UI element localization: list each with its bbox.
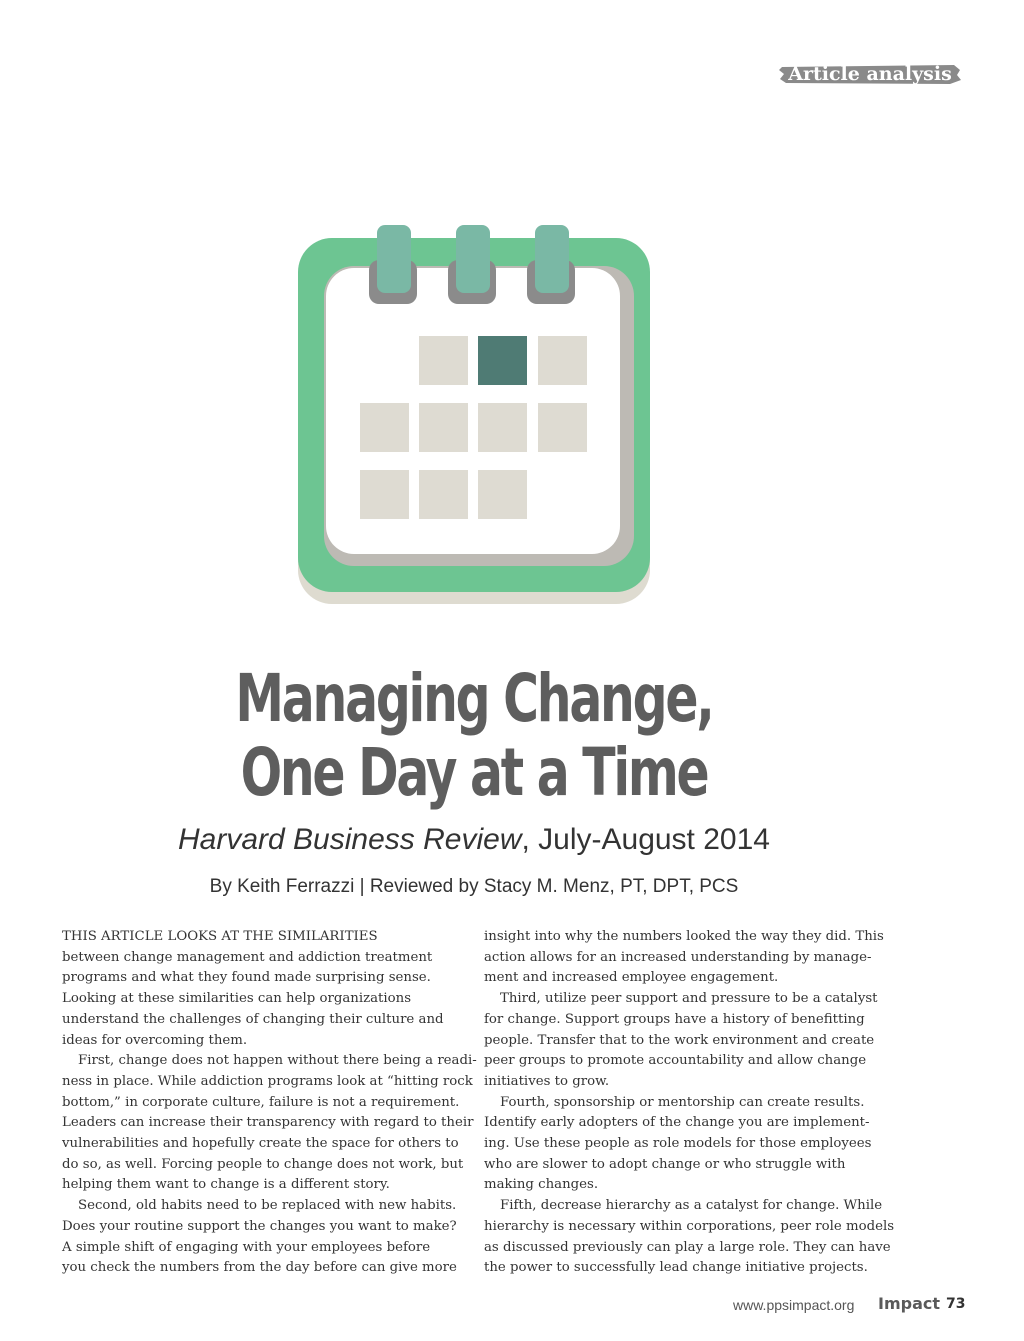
body-line: ment and increased employee engagement. bbox=[484, 970, 779, 986]
body-line: Second, old habits need to be replaced with new habits. bbox=[78, 1198, 457, 1214]
body-line: Third, utilize peer support and pressure to be a catalyst bbox=[500, 991, 878, 1007]
body-line: Fourth, sponsorship or mentorship can create results. bbox=[500, 1094, 865, 1110]
section-tag bbox=[778, 62, 962, 86]
body-line: Leaders can increase their transparency with regard to their bbox=[62, 1115, 474, 1131]
body-line: Fifth, decrease hierarchy as a catalyst for change. While bbox=[500, 1198, 883, 1214]
footer-url-link[interactable]: www.ppsimpact.org bbox=[733, 1297, 855, 1313]
article-byline: By Keith Ferrazzi | Reviewed by Stacy M. Menz, PT, DPT, PCS bbox=[209, 876, 739, 897]
article-title bbox=[123, 662, 825, 810]
page-number: 73 bbox=[946, 1296, 966, 1312]
body-line: THIS ARTICLE LOOKS AT THE SIMILARITIES bbox=[62, 929, 378, 944]
source-publication: Harvard Business Review bbox=[178, 823, 522, 856]
body-line: initiatives to grow. bbox=[484, 1073, 610, 1089]
article-title-line-1: Managing Change, bbox=[235, 660, 713, 737]
body-line: between change management and addiction treatment bbox=[62, 949, 433, 965]
source-date: , July-August 2014 bbox=[521, 823, 770, 856]
article-title-line-2: One Day at a Time bbox=[240, 734, 708, 811]
body-line: as discussed previously can play a large role. They can have bbox=[484, 1239, 891, 1255]
body-line: helping them want to change is a different story. bbox=[62, 1177, 390, 1193]
body-line: Looking at these similarities can help organizations bbox=[62, 991, 412, 1007]
body-line: vulnerabilities and hopefully create the space for others to bbox=[62, 1136, 459, 1152]
body-line: Identify early adopters of the change you are implement- bbox=[484, 1115, 870, 1131]
body-line: First, change does not happen without there being a readi- bbox=[78, 1053, 477, 1069]
body-line: do so, as well. Forcing people to change does not work, but bbox=[62, 1156, 464, 1172]
section-tag-label: Article analysis bbox=[788, 63, 952, 85]
footer-brand: Impact bbox=[878, 1294, 941, 1313]
body-line: making changes. bbox=[484, 1177, 599, 1193]
body-line: programs and what they found made surprising sense. bbox=[62, 970, 431, 986]
body-line: A simple shift of engaging with your employees before bbox=[62, 1239, 431, 1255]
body-line: insight into why the numbers looked the way they did. This bbox=[484, 929, 884, 944]
body-line: people. Transfer that to the work environment and create bbox=[484, 1032, 875, 1048]
body-line: bottom,” in corporate culture, failure is not a requirement. bbox=[62, 1094, 460, 1110]
body-column-left bbox=[62, 927, 477, 1279]
body-line: understand the challenges of changing their culture and bbox=[62, 1011, 444, 1027]
body-line: the power to successfully lead change initiative projects. bbox=[484, 1260, 868, 1276]
body-line: you check the numbers from the day before can give more bbox=[62, 1260, 457, 1276]
article-source bbox=[0, 820, 948, 860]
body-line: ing. Use these people as role models for those employees bbox=[484, 1136, 872, 1152]
body-line: Does your routine support the changes you want to make? bbox=[62, 1218, 457, 1234]
calendar-icon bbox=[296, 222, 654, 608]
body-line: for change. Support groups have a history of benefitting bbox=[484, 1011, 865, 1027]
body-column-right bbox=[484, 927, 895, 1279]
body-line: who are slower to adopt change or who struggle with bbox=[484, 1156, 846, 1172]
body-line: action allows for an increased understanding by manage- bbox=[484, 949, 872, 965]
body-line: peer groups to promote accountability and allow change bbox=[484, 1053, 867, 1069]
body-line: ideas for overcoming them. bbox=[62, 1032, 248, 1048]
body-line: ness in place. While addiction programs look at “hitting rock bbox=[62, 1073, 473, 1089]
body-line: hierarchy is necessary within corporations, peer role models bbox=[484, 1218, 895, 1234]
